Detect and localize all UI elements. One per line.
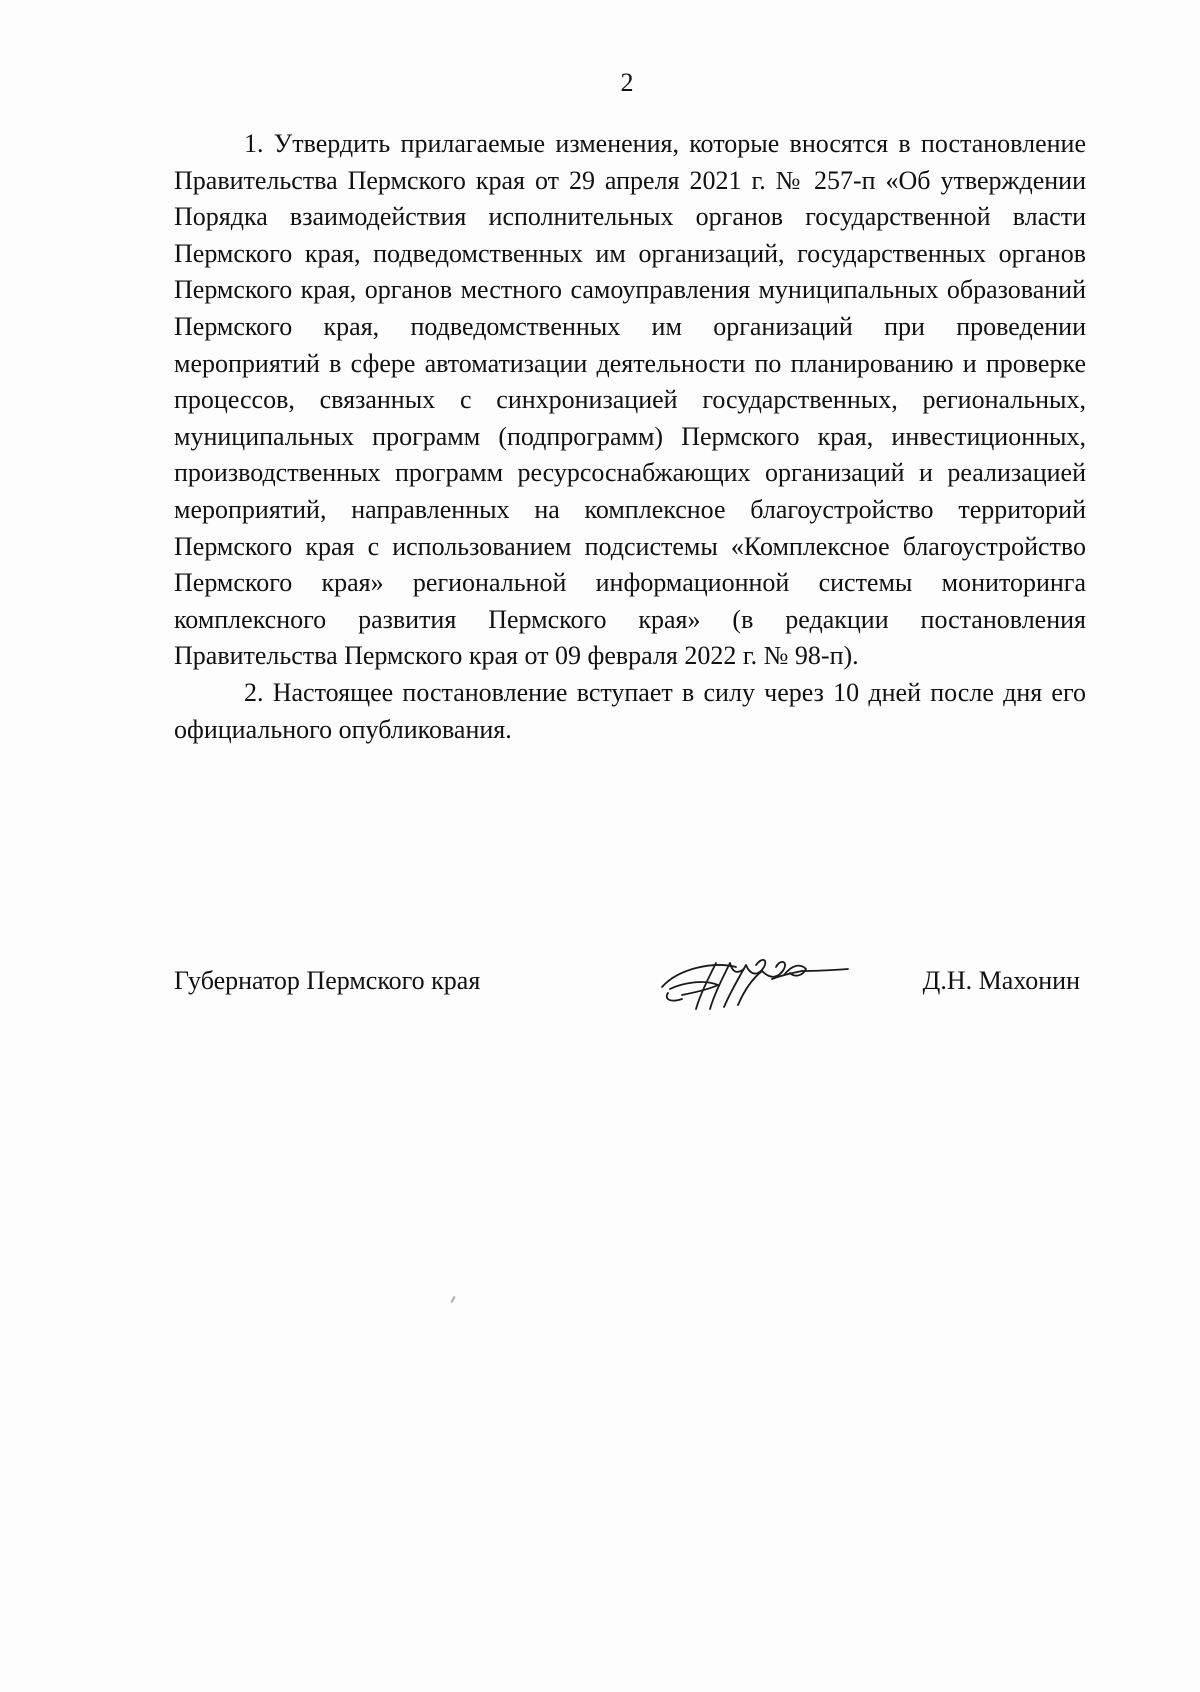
paragraph-2: 2. Настоящее постановление вступает в силу через 10 дней после дня его официального опубликования. xyxy=(174,677,1086,744)
handwritten-signature xyxy=(652,949,852,1015)
page-number: 2 xyxy=(620,68,634,97)
signatory-position: Губернатор Пермского края xyxy=(174,966,481,995)
scan-speck xyxy=(450,1296,455,1303)
signature-block xyxy=(174,955,1080,1015)
document-body xyxy=(174,126,1086,748)
signatory-name: Д.Н. Махонин xyxy=(922,966,1080,995)
paragraph-1: 1. Утвердить прилагаемые изменения, которые вносятся в постановление Правительства Пермского края от 29 апреля 2021 г. № 257-п «Об утверждении Порядка взаимодействия исполнительных органов государственной власти Пермского края, подведомственных им организаций, государственных органов Пермского края, органов местного самоуправления муниципальных образований Пермского края, подведомственных им организаций при проведении мероприятий в сфере автоматизации деятельности по планированию и проверке процессов, связанных с синхронизацией государственных, региональных, муниципальных программ (подпрограмм) Пермского края, инвестиционных, производственных программ ресурсоснабжающих организаций и реализацией мероприятий, направленных на комплексное благоустройство территорий Пермского края с использованием подсистемы «Комплексное благоустройство Пермского края» региональной информационной системы мониторинга комплексного развития Пермского края» (в редакции постановления Правительства Пермского края от 09 февраля 2022 г. № 98-п). xyxy=(174,129,1086,671)
